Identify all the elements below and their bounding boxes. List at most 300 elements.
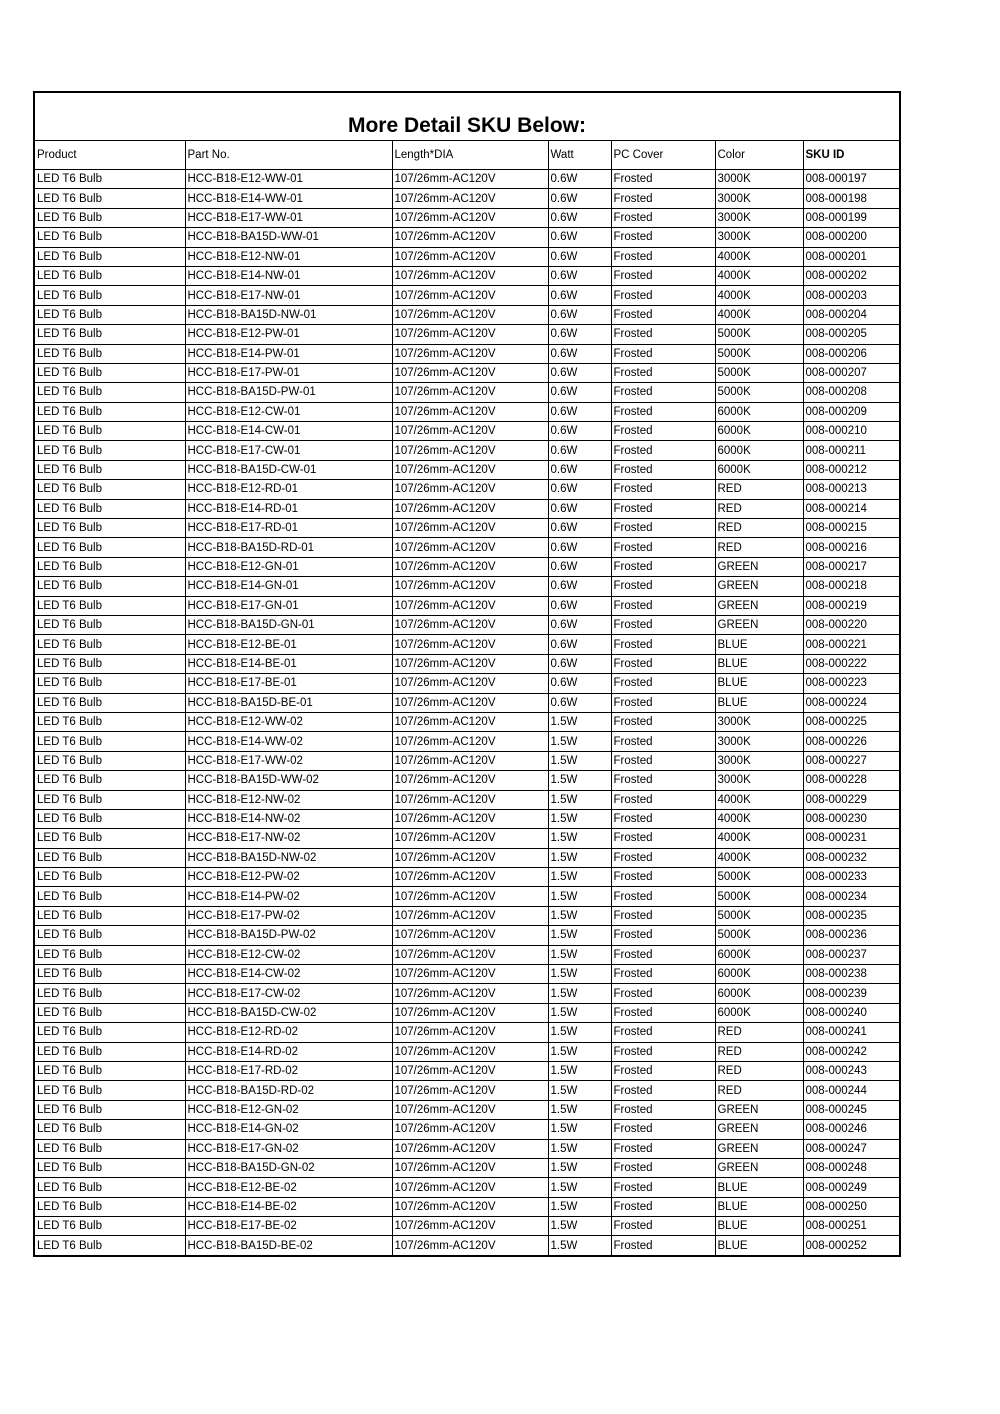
cell-color: 3000K bbox=[715, 208, 803, 227]
cell-color: 4000K bbox=[715, 829, 803, 848]
cell-color: 4000K bbox=[715, 809, 803, 828]
cell-color: 4000K bbox=[715, 286, 803, 305]
table-row bbox=[35, 751, 899, 770]
cell-color: RED bbox=[715, 538, 803, 557]
cell-length-dia: 107/26mm-AC120V bbox=[392, 1100, 548, 1119]
cell-sku-id: 008-000217 bbox=[803, 557, 899, 576]
cell-watt: 1.5W bbox=[548, 1120, 611, 1139]
table-row bbox=[35, 266, 899, 285]
cell-watt: 0.6W bbox=[548, 441, 611, 460]
cell-pc-cover: Frosted bbox=[611, 402, 715, 421]
table-row bbox=[35, 286, 899, 305]
cell-length-dia: 107/26mm-AC120V bbox=[392, 615, 548, 634]
cell-part-no: HCC-B18-E14-CW-01 bbox=[185, 422, 392, 441]
cell-part-no: HCC-B18-BA15D-PW-01 bbox=[185, 383, 392, 402]
cell-product: LED T6 Bulb bbox=[35, 809, 185, 828]
cell-length-dia: 107/26mm-AC120V bbox=[392, 945, 548, 964]
cell-sku-id: 008-000215 bbox=[803, 519, 899, 538]
cell-part-no: HCC-B18-E17-PW-02 bbox=[185, 906, 392, 925]
cell-part-no: HCC-B18-E12-CW-02 bbox=[185, 945, 392, 964]
cell-length-dia: 107/26mm-AC120V bbox=[392, 208, 548, 227]
cell-part-no: HCC-B18-BA15D-BE-01 bbox=[185, 693, 392, 712]
cell-part-no: HCC-B18-E17-RD-02 bbox=[185, 1061, 392, 1080]
cell-part-no: HCC-B18-E12-BE-02 bbox=[185, 1178, 392, 1197]
table-row bbox=[35, 228, 899, 247]
cell-pc-cover: Frosted bbox=[611, 460, 715, 479]
cell-part-no: HCC-B18-E14-CW-02 bbox=[185, 965, 392, 984]
table-row bbox=[35, 577, 899, 596]
cell-part-no: HCC-B18-E12-CW-01 bbox=[185, 402, 392, 421]
cell-product: LED T6 Bulb bbox=[35, 325, 185, 344]
table-row bbox=[35, 984, 899, 1003]
column-header-color: Color bbox=[715, 141, 803, 170]
cell-pc-cover: Frosted bbox=[611, 790, 715, 809]
cell-pc-cover: Frosted bbox=[611, 926, 715, 945]
cell-sku-id: 008-000251 bbox=[803, 1217, 899, 1236]
cell-sku-id: 008-000232 bbox=[803, 848, 899, 867]
cell-part-no: HCC-B18-E17-CW-02 bbox=[185, 984, 392, 1003]
cell-pc-cover: Frosted bbox=[611, 1158, 715, 1177]
cell-part-no: HCC-B18-E12-BE-01 bbox=[185, 635, 392, 654]
cell-product: LED T6 Bulb bbox=[35, 1139, 185, 1158]
table-row bbox=[35, 790, 899, 809]
cell-color: 5000K bbox=[715, 344, 803, 363]
cell-color: 5000K bbox=[715, 383, 803, 402]
cell-length-dia: 107/26mm-AC120V bbox=[392, 286, 548, 305]
cell-product: LED T6 Bulb bbox=[35, 286, 185, 305]
cell-length-dia: 107/26mm-AC120V bbox=[392, 1023, 548, 1042]
cell-pc-cover: Frosted bbox=[611, 906, 715, 925]
cell-product: LED T6 Bulb bbox=[35, 751, 185, 770]
cell-pc-cover: Frosted bbox=[611, 984, 715, 1003]
cell-length-dia: 107/26mm-AC120V bbox=[392, 1120, 548, 1139]
cell-pc-cover: Frosted bbox=[611, 771, 715, 790]
cell-watt: 1.5W bbox=[548, 906, 611, 925]
cell-watt: 0.6W bbox=[548, 519, 611, 538]
cell-color: BLUE bbox=[715, 1236, 803, 1255]
table-row bbox=[35, 538, 899, 557]
cell-watt: 0.6W bbox=[548, 557, 611, 576]
cell-sku-id: 008-000243 bbox=[803, 1061, 899, 1080]
table-row bbox=[35, 848, 899, 867]
cell-length-dia: 107/26mm-AC120V bbox=[392, 1061, 548, 1080]
cell-watt: 1.5W bbox=[548, 1197, 611, 1216]
cell-color: GREEN bbox=[715, 615, 803, 634]
cell-watt: 1.5W bbox=[548, 771, 611, 790]
cell-sku-id: 008-000227 bbox=[803, 751, 899, 770]
cell-pc-cover: Frosted bbox=[611, 325, 715, 344]
cell-watt: 0.6W bbox=[548, 189, 611, 208]
cell-watt: 1.5W bbox=[548, 1081, 611, 1100]
cell-product: LED T6 Bulb bbox=[35, 1158, 185, 1177]
table-row bbox=[35, 499, 899, 518]
cell-color: 5000K bbox=[715, 868, 803, 887]
table-row bbox=[35, 1217, 899, 1236]
cell-length-dia: 107/26mm-AC120V bbox=[392, 402, 548, 421]
cell-color: 3000K bbox=[715, 170, 803, 189]
cell-product: LED T6 Bulb bbox=[35, 363, 185, 382]
cell-sku-id: 008-000221 bbox=[803, 635, 899, 654]
cell-watt: 1.5W bbox=[548, 965, 611, 984]
sku-sheet bbox=[33, 91, 901, 1257]
cell-part-no: HCC-B18-BA15D-RD-02 bbox=[185, 1081, 392, 1100]
cell-product: LED T6 Bulb bbox=[35, 1023, 185, 1042]
cell-color: 6000K bbox=[715, 945, 803, 964]
cell-product: LED T6 Bulb bbox=[35, 1100, 185, 1119]
cell-pc-cover: Frosted bbox=[611, 286, 715, 305]
cell-length-dia: 107/26mm-AC120V bbox=[392, 771, 548, 790]
cell-watt: 1.5W bbox=[548, 1158, 611, 1177]
cell-product: LED T6 Bulb bbox=[35, 557, 185, 576]
cell-sku-id: 008-000197 bbox=[803, 170, 899, 189]
cell-length-dia: 107/26mm-AC120V bbox=[392, 1139, 548, 1158]
cell-product: LED T6 Bulb bbox=[35, 1236, 185, 1255]
cell-pc-cover: Frosted bbox=[611, 208, 715, 227]
cell-length-dia: 107/26mm-AC120V bbox=[392, 635, 548, 654]
cell-part-no: HCC-B18-E17-CW-01 bbox=[185, 441, 392, 460]
cell-color: BLUE bbox=[715, 1197, 803, 1216]
cell-part-no: HCC-B18-E14-WW-01 bbox=[185, 189, 392, 208]
cell-part-no: HCC-B18-BA15D-RD-01 bbox=[185, 538, 392, 557]
table-row bbox=[35, 596, 899, 615]
column-header-sku-id: SKU ID bbox=[803, 141, 899, 170]
cell-watt: 1.5W bbox=[548, 868, 611, 887]
cell-pc-cover: Frosted bbox=[611, 1100, 715, 1119]
cell-part-no: HCC-B18-E14-NW-02 bbox=[185, 809, 392, 828]
cell-length-dia: 107/26mm-AC120V bbox=[392, 170, 548, 189]
table-row bbox=[35, 557, 899, 576]
table-row bbox=[35, 1120, 899, 1139]
cell-length-dia: 107/26mm-AC120V bbox=[392, 247, 548, 266]
cell-length-dia: 107/26mm-AC120V bbox=[392, 887, 548, 906]
cell-color: 5000K bbox=[715, 325, 803, 344]
table-row bbox=[35, 363, 899, 382]
cell-watt: 0.6W bbox=[548, 208, 611, 227]
cell-product: LED T6 Bulb bbox=[35, 1197, 185, 1216]
cell-color: 3000K bbox=[715, 751, 803, 770]
cell-color: 5000K bbox=[715, 926, 803, 945]
cell-watt: 0.6W bbox=[548, 480, 611, 499]
cell-length-dia: 107/26mm-AC120V bbox=[392, 596, 548, 615]
table-row bbox=[35, 1023, 899, 1042]
table-row bbox=[35, 1003, 899, 1022]
cell-color: 3000K bbox=[715, 712, 803, 731]
cell-watt: 0.6W bbox=[548, 693, 611, 712]
cell-color: 6000K bbox=[715, 402, 803, 421]
cell-product: LED T6 Bulb bbox=[35, 383, 185, 402]
cell-watt: 0.6W bbox=[548, 577, 611, 596]
cell-pc-cover: Frosted bbox=[611, 1139, 715, 1158]
cell-length-dia: 107/26mm-AC120V bbox=[392, 712, 548, 731]
cell-color: 4000K bbox=[715, 790, 803, 809]
cell-pc-cover: Frosted bbox=[611, 965, 715, 984]
cell-sku-id: 008-000250 bbox=[803, 1197, 899, 1216]
cell-sku-id: 008-000239 bbox=[803, 984, 899, 1003]
cell-color: 3000K bbox=[715, 189, 803, 208]
cell-product: LED T6 Bulb bbox=[35, 170, 185, 189]
table-row bbox=[35, 460, 899, 479]
cell-pc-cover: Frosted bbox=[611, 1178, 715, 1197]
cell-color: 6000K bbox=[715, 965, 803, 984]
cell-watt: 1.5W bbox=[548, 809, 611, 828]
cell-color: RED bbox=[715, 499, 803, 518]
table-row bbox=[35, 170, 899, 189]
table-row bbox=[35, 829, 899, 848]
cell-color: BLUE bbox=[715, 654, 803, 673]
cell-product: LED T6 Bulb bbox=[35, 693, 185, 712]
cell-color: 6000K bbox=[715, 460, 803, 479]
cell-product: LED T6 Bulb bbox=[35, 596, 185, 615]
cell-watt: 0.6W bbox=[548, 383, 611, 402]
cell-length-dia: 107/26mm-AC120V bbox=[392, 344, 548, 363]
table-row bbox=[35, 208, 899, 227]
sku-table bbox=[35, 141, 899, 1255]
table-row bbox=[35, 945, 899, 964]
cell-part-no: HCC-B18-BA15D-NW-02 bbox=[185, 848, 392, 867]
cell-watt: 0.6W bbox=[548, 228, 611, 247]
cell-color: RED bbox=[715, 519, 803, 538]
cell-part-no: HCC-B18-E12-GN-02 bbox=[185, 1100, 392, 1119]
table-row bbox=[35, 1178, 899, 1197]
cell-color: RED bbox=[715, 480, 803, 499]
table-row bbox=[35, 809, 899, 828]
table-row bbox=[35, 325, 899, 344]
cell-product: LED T6 Bulb bbox=[35, 189, 185, 208]
cell-color: RED bbox=[715, 1042, 803, 1061]
cell-color: 5000K bbox=[715, 363, 803, 382]
cell-sku-id: 008-000210 bbox=[803, 422, 899, 441]
cell-product: LED T6 Bulb bbox=[35, 674, 185, 693]
cell-watt: 1.5W bbox=[548, 984, 611, 1003]
cell-part-no: HCC-B18-E12-NW-01 bbox=[185, 247, 392, 266]
cell-color: 4000K bbox=[715, 848, 803, 867]
cell-watt: 0.6W bbox=[548, 286, 611, 305]
cell-watt: 0.6W bbox=[548, 654, 611, 673]
table-row bbox=[35, 965, 899, 984]
cell-length-dia: 107/26mm-AC120V bbox=[392, 441, 548, 460]
cell-length-dia: 107/26mm-AC120V bbox=[392, 363, 548, 382]
cell-product: LED T6 Bulb bbox=[35, 1081, 185, 1100]
cell-pc-cover: Frosted bbox=[611, 693, 715, 712]
cell-sku-id: 008-000209 bbox=[803, 402, 899, 421]
cell-product: LED T6 Bulb bbox=[35, 208, 185, 227]
cell-sku-id: 008-000225 bbox=[803, 712, 899, 731]
cell-sku-id: 008-000248 bbox=[803, 1158, 899, 1177]
cell-product: LED T6 Bulb bbox=[35, 887, 185, 906]
cell-color: GREEN bbox=[715, 1120, 803, 1139]
column-header-watt: Watt bbox=[548, 141, 611, 170]
cell-pc-cover: Frosted bbox=[611, 751, 715, 770]
cell-pc-cover: Frosted bbox=[611, 615, 715, 634]
cell-length-dia: 107/26mm-AC120V bbox=[392, 189, 548, 208]
cell-part-no: HCC-B18-E14-RD-01 bbox=[185, 499, 392, 518]
cell-product: LED T6 Bulb bbox=[35, 945, 185, 964]
cell-sku-id: 008-000218 bbox=[803, 577, 899, 596]
cell-watt: 1.5W bbox=[548, 1178, 611, 1197]
cell-sku-id: 008-000245 bbox=[803, 1100, 899, 1119]
cell-length-dia: 107/26mm-AC120V bbox=[392, 1158, 548, 1177]
cell-pc-cover: Frosted bbox=[611, 1236, 715, 1255]
table-row bbox=[35, 1158, 899, 1177]
cell-sku-id: 008-000236 bbox=[803, 926, 899, 945]
table-row bbox=[35, 1081, 899, 1100]
cell-pc-cover: Frosted bbox=[611, 189, 715, 208]
cell-color: BLUE bbox=[715, 635, 803, 654]
cell-watt: 1.5W bbox=[548, 1236, 611, 1255]
cell-part-no: HCC-B18-BA15D-PW-02 bbox=[185, 926, 392, 945]
cell-pc-cover: Frosted bbox=[611, 1023, 715, 1042]
table-row bbox=[35, 674, 899, 693]
cell-part-no: HCC-B18-E14-BE-01 bbox=[185, 654, 392, 673]
cell-length-dia: 107/26mm-AC120V bbox=[392, 1217, 548, 1236]
cell-product: LED T6 Bulb bbox=[35, 538, 185, 557]
cell-part-no: HCC-B18-E12-RD-01 bbox=[185, 480, 392, 499]
cell-length-dia: 107/26mm-AC120V bbox=[392, 654, 548, 673]
cell-product: LED T6 Bulb bbox=[35, 926, 185, 945]
cell-color: RED bbox=[715, 1081, 803, 1100]
column-header-part-no: Part No. bbox=[185, 141, 392, 170]
cell-sku-id: 008-000219 bbox=[803, 596, 899, 615]
table-body bbox=[35, 170, 899, 1255]
cell-pc-cover: Frosted bbox=[611, 868, 715, 887]
cell-watt: 1.5W bbox=[548, 1139, 611, 1158]
cell-sku-id: 008-000223 bbox=[803, 674, 899, 693]
cell-watt: 1.5W bbox=[548, 1023, 611, 1042]
cell-length-dia: 107/26mm-AC120V bbox=[392, 984, 548, 1003]
cell-sku-id: 008-000237 bbox=[803, 945, 899, 964]
cell-length-dia: 107/26mm-AC120V bbox=[392, 829, 548, 848]
cell-watt: 1.5W bbox=[548, 829, 611, 848]
cell-sku-id: 008-000198 bbox=[803, 189, 899, 208]
cell-part-no: HCC-B18-BA15D-WW-02 bbox=[185, 771, 392, 790]
cell-length-dia: 107/26mm-AC120V bbox=[392, 848, 548, 867]
cell-length-dia: 107/26mm-AC120V bbox=[392, 519, 548, 538]
cell-sku-id: 008-000205 bbox=[803, 325, 899, 344]
cell-sku-id: 008-000230 bbox=[803, 809, 899, 828]
cell-color: GREEN bbox=[715, 1100, 803, 1119]
cell-color: 3000K bbox=[715, 771, 803, 790]
cell-pc-cover: Frosted bbox=[611, 1061, 715, 1080]
cell-length-dia: 107/26mm-AC120V bbox=[392, 228, 548, 247]
cell-part-no: HCC-B18-E17-GN-01 bbox=[185, 596, 392, 615]
cell-sku-id: 008-000204 bbox=[803, 305, 899, 324]
table-row bbox=[35, 1139, 899, 1158]
cell-watt: 1.5W bbox=[548, 751, 611, 770]
cell-sku-id: 008-000207 bbox=[803, 363, 899, 382]
cell-length-dia: 107/26mm-AC120V bbox=[392, 1236, 548, 1255]
cell-length-dia: 107/26mm-AC120V bbox=[392, 751, 548, 770]
cell-watt: 0.6W bbox=[548, 170, 611, 189]
cell-part-no: HCC-B18-E17-BE-01 bbox=[185, 674, 392, 693]
cell-pc-cover: Frosted bbox=[611, 557, 715, 576]
cell-product: LED T6 Bulb bbox=[35, 402, 185, 421]
cell-product: LED T6 Bulb bbox=[35, 266, 185, 285]
table-row bbox=[35, 402, 899, 421]
cell-pc-cover: Frosted bbox=[611, 1217, 715, 1236]
cell-pc-cover: Frosted bbox=[611, 1081, 715, 1100]
cell-product: LED T6 Bulb bbox=[35, 790, 185, 809]
cell-watt: 0.6W bbox=[548, 499, 611, 518]
cell-product: LED T6 Bulb bbox=[35, 712, 185, 731]
cell-color: 6000K bbox=[715, 984, 803, 1003]
table-row bbox=[35, 906, 899, 925]
cell-watt: 0.6W bbox=[548, 266, 611, 285]
sheet-title: More Detail SKU Below: bbox=[35, 93, 899, 141]
cell-pc-cover: Frosted bbox=[611, 266, 715, 285]
cell-part-no: HCC-B18-E17-WW-02 bbox=[185, 751, 392, 770]
cell-part-no: HCC-B18-BA15D-BE-02 bbox=[185, 1236, 392, 1255]
cell-pc-cover: Frosted bbox=[611, 480, 715, 499]
cell-watt: 1.5W bbox=[548, 926, 611, 945]
cell-pc-cover: Frosted bbox=[611, 829, 715, 848]
cell-color: 4000K bbox=[715, 266, 803, 285]
table-row bbox=[35, 189, 899, 208]
cell-color: BLUE bbox=[715, 674, 803, 693]
table-row bbox=[35, 868, 899, 887]
cell-pc-cover: Frosted bbox=[611, 809, 715, 828]
cell-part-no: HCC-B18-BA15D-GN-02 bbox=[185, 1158, 392, 1177]
table-row bbox=[35, 344, 899, 363]
cell-watt: 1.5W bbox=[548, 848, 611, 867]
cell-product: LED T6 Bulb bbox=[35, 732, 185, 751]
cell-pc-cover: Frosted bbox=[611, 848, 715, 867]
cell-sku-id: 008-000252 bbox=[805, 1239, 867, 1252]
cell-product: LED T6 Bulb bbox=[35, 829, 185, 848]
cell-color: 4000K bbox=[715, 247, 803, 266]
cell-part-no: HCC-B18-E12-WW-01 bbox=[185, 170, 392, 189]
cell-sku-id: 008-000234 bbox=[803, 887, 899, 906]
cell-pc-cover: Frosted bbox=[611, 344, 715, 363]
cell-watt: 1.5W bbox=[548, 1042, 611, 1061]
cell-watt: 0.6W bbox=[548, 305, 611, 324]
cell-pc-cover: Frosted bbox=[611, 577, 715, 596]
cell-product: LED T6 Bulb bbox=[35, 499, 185, 518]
cell-product: LED T6 Bulb bbox=[35, 848, 185, 867]
cell-part-no: HCC-B18-E14-RD-02 bbox=[185, 1042, 392, 1061]
cell-sku-id: 008-000240 bbox=[803, 1003, 899, 1022]
cell-length-dia: 107/26mm-AC120V bbox=[392, 732, 548, 751]
cell-part-no: HCC-B18-E14-WW-02 bbox=[185, 732, 392, 751]
cell-length-dia: 107/26mm-AC120V bbox=[392, 809, 548, 828]
cell-length-dia: 107/26mm-AC120V bbox=[392, 906, 548, 925]
cell-watt: 0.6W bbox=[548, 363, 611, 382]
cell-length-dia: 107/26mm-AC120V bbox=[392, 499, 548, 518]
cell-product: LED T6 Bulb bbox=[35, 984, 185, 1003]
table-row bbox=[35, 771, 899, 790]
cell-length-dia: 107/26mm-AC120V bbox=[392, 790, 548, 809]
cell-product: LED T6 Bulb bbox=[35, 422, 185, 441]
column-header-length-dia: Length*DIA bbox=[392, 141, 548, 170]
cell-watt: 1.5W bbox=[548, 1061, 611, 1080]
cell-watt: 1.5W bbox=[548, 887, 611, 906]
cell-pc-cover: Frosted bbox=[611, 1197, 715, 1216]
cell-watt: 0.6W bbox=[548, 422, 611, 441]
cell-sku-id: 008-000244 bbox=[803, 1081, 899, 1100]
cell-color: BLUE bbox=[715, 1217, 803, 1236]
cell-length-dia: 107/26mm-AC120V bbox=[392, 480, 548, 499]
cell-color: 5000K bbox=[715, 887, 803, 906]
table-row bbox=[35, 635, 899, 654]
cell-sku-id: 008-000212 bbox=[803, 460, 899, 479]
cell-length-dia: 107/26mm-AC120V bbox=[392, 868, 548, 887]
cell-pc-cover: Frosted bbox=[611, 519, 715, 538]
table-row bbox=[35, 1197, 899, 1216]
table-row bbox=[35, 654, 899, 673]
cell-part-no: HCC-B18-BA15D-CW-01 bbox=[185, 460, 392, 479]
cell-length-dia: 107/26mm-AC120V bbox=[392, 1042, 548, 1061]
cell-part-no: HCC-B18-BA15D-CW-02 bbox=[185, 1003, 392, 1022]
cell-product: LED T6 Bulb bbox=[35, 305, 185, 324]
